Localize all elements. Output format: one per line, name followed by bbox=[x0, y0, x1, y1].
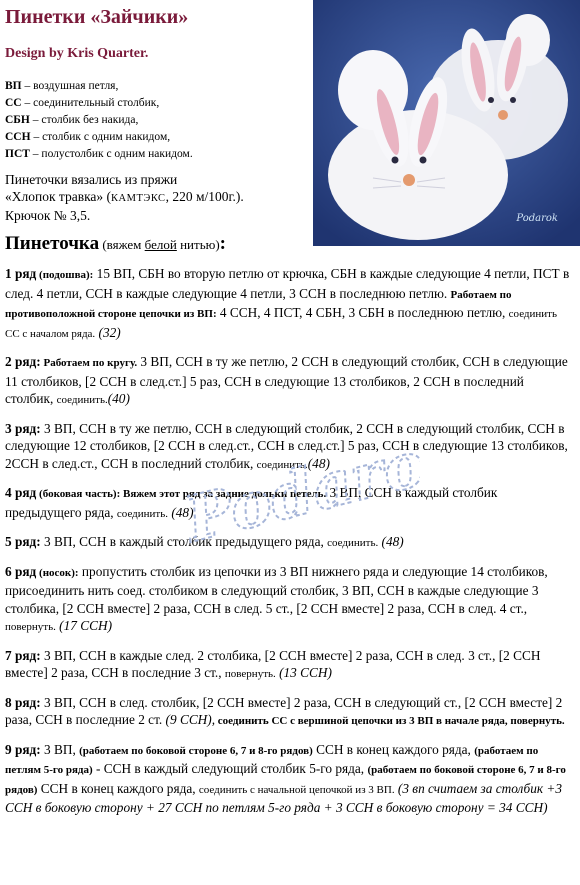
abbreviation-item: СС – соединительный столбик, bbox=[5, 97, 160, 109]
instruction-row-6: 6 ряд (носок): пропустить столбик из цепочки из 3 ВП нижнего ряда и следующие 14 столбиков, присоединить нить соед. столбиком в следующий столбик, 3 ВП, ССН в каждые следующие 3 столбика, [2 ССН вместе] 2 раза, ССН в след. 5 ст., [2 ССН вместе] 2 раза, ССН в след. 4 ст., повернуть. (17 ССН) bbox=[5, 563, 548, 633]
yarn-info: Пинеточки вязались из пряжи «Хлопок травка» (КАМТЭКС, 220 м/100г.). Крючок № 3,5. bbox=[5, 172, 244, 223]
instruction-row-9: 9 ряд: 3 ВП, (работаем по боковой стороне 6, 7 и 8-го рядов) ССН в конец каждого ряда, (работаем по петлям 5-го ряда) - ССН в каждый следующий столбик 5-го ряда, (работаем по боковой стороне 6, 7 и 8-го рядов) ССН в конец каждого ряда, соединить с начальной цепочкой из 3 ВП. (3 вп считаем за столбик +3 ССН в боковую сторону + 27 ССН по пeтлям 5-го ряда + 3 ССН в боковую сторону = 34 ССН) bbox=[5, 741, 566, 815]
document-title: Пинетки «Зайчики» bbox=[5, 6, 189, 28]
instruction-row-5: 5 ряд: 3 ВП, ССН в каждый столбик предыдущего ряда, соединить. (48) bbox=[5, 534, 404, 549]
booties-photo bbox=[313, 0, 580, 246]
photo-signature: Podarok bbox=[516, 213, 558, 224]
instruction-row-3: 3 ряд: 3 ВП, ССН в ту же петлю, ССН в следующий столбик, 2 ССН в следующий столбик, ССН в следующие 12 столбиков, [2 ССН в след.ст., ССН в след.ст.] 5 раз, ССН в следующие 13 столбиков, 2ССН в след.ст., ССН в последний столбик, соединить.(48) bbox=[5, 420, 568, 471]
abbreviation-item: ВП – воздушная петля, bbox=[5, 80, 119, 92]
instruction-row-7: 7 ряд: 3 ВП, ССН в каждые след. 2 столбика, [2 ССН вместе] 2 раза, ССН в след. 3 ст., [2 ССН вместе] 2 раза, ССН в последние 3 ст., повернуть. (13 ССН) bbox=[5, 647, 541, 680]
instruction-row-1: 1 ряд (подошва): 15 ВП, СБН во вторую петлю от крючка, СБН в каждые следующие 4 петли, ПСТ в след. 4 петли, ССН в каждые следующие 4 петли, 3 ССН в последнюю петлю. Работаем по противоположной стороне цепочки из ВП: 4 ССН, 4 ПСТ, 4 СБН, 3 СБН в последнюю петлю, соединить СС с началом ряда. (32) bbox=[5, 266, 570, 340]
instruction-row-4: 4 ряд (боковая часть): Вяжем этот ряд за задние дольки петель. 3 ВП, ССН в каждый столбик предыдущего ряда, соединить. (48) bbox=[5, 485, 498, 520]
watermark-text: Podarok bbox=[177, 416, 420, 555]
section-heading: Пинеточка (вяжем белой нитью): bbox=[5, 233, 226, 254]
abbreviation-list bbox=[5, 78, 193, 163]
abbreviation-item: ПСТ – полустолбик с одним накидом. bbox=[5, 148, 193, 160]
instruction-row-2: 2 ряд: Работаем по кругу. 3 ВП, ССН в ту же петлю, 2 ССН в следующий столбик, ССН в следующие 11 столбиков, [2 ССН в след.ст.] 5 раз, ССН в следующие 13 столбиков, 2 ССН в последний столбик, соединить.(40) bbox=[5, 354, 568, 406]
abbreviation-item: ССН – столбик с одним накидом, bbox=[5, 131, 171, 143]
instruction-rows bbox=[5, 265, 573, 827]
abbreviation-item: СБН – столбик без накида, bbox=[5, 114, 139, 126]
instruction-row-8: 8 ряд: 3 ВП, ССН в след. столбик, [2 ССН вместе] 2 раза, ССН в следующий ст., [2 ССН вместе] 2 раза, ССН в последние 2 ст. (9 ССН), соединить СС с вершиной цепочки из 3 ВП в начале ряда, повернуть. bbox=[5, 694, 565, 727]
design-credit: Design by Kris Quarter. bbox=[5, 46, 149, 61]
